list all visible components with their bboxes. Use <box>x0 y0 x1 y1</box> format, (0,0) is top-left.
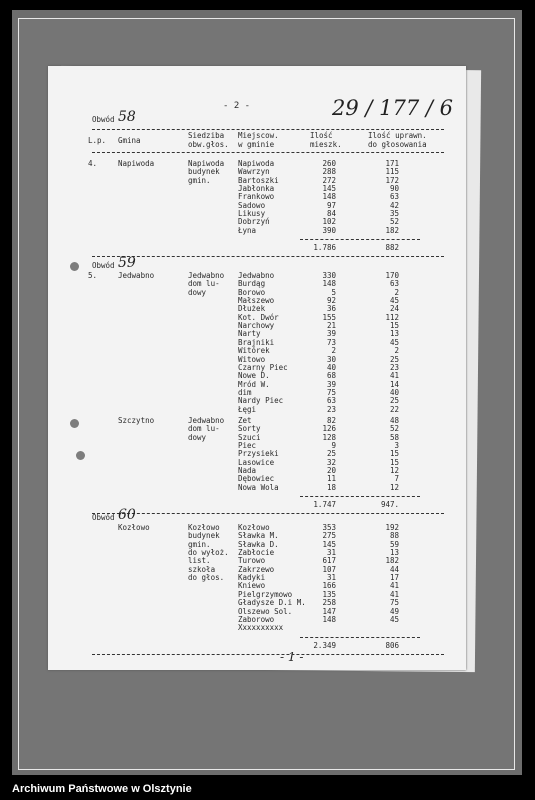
district-separator <box>92 654 444 655</box>
entry-seat-line: list. <box>188 556 211 566</box>
population-count: 135 <box>322 589 336 599</box>
district-number-handwritten: 60 <box>118 507 136 523</box>
place-name: Frankowo <box>238 192 275 202</box>
total-rule <box>300 637 420 638</box>
archive-caption-bar <box>0 778 535 800</box>
population-count: 21 <box>326 321 336 331</box>
entry-seat-line: Jedwabno <box>188 271 225 280</box>
place-name: Czarny Piec <box>238 362 288 372</box>
place-name: Lasowice <box>238 457 275 467</box>
district-total-voters: 806 <box>385 640 399 650</box>
punch-hole-icon <box>76 451 85 460</box>
district-total-voters: 882 <box>385 243 399 253</box>
district-total-population: 1.786 <box>313 243 336 253</box>
place-name: Brajniki <box>238 337 275 347</box>
place-name: Kot. Dwór <box>238 312 279 322</box>
population-count: 272 <box>322 175 336 185</box>
voters-count: 15 <box>389 321 399 331</box>
place-name: Nowe D. <box>238 371 270 381</box>
place-name: Łęgi <box>238 404 257 414</box>
district-total-voters: 947. <box>380 500 399 510</box>
place-name: Zaborowo <box>238 614 275 624</box>
place-name: Pielgrzymowo <box>238 589 293 599</box>
place-name: Sadowo <box>238 200 266 210</box>
population-count: 260 <box>322 159 336 168</box>
place-name: Dłużek <box>238 304 266 314</box>
place-name: Zakrzewo <box>238 564 275 574</box>
population-count: 84 <box>326 209 336 219</box>
district-separator <box>92 256 444 257</box>
population-count: 31 <box>326 548 336 558</box>
footer-mark: - 1 - <box>280 650 304 664</box>
entry-lp: 5. <box>88 271 98 280</box>
entry-gmina: Kozłowo <box>118 523 150 532</box>
population-count: 23 <box>326 404 336 414</box>
voters-count: 12 <box>389 482 399 492</box>
voters-count: 23 <box>389 362 399 372</box>
population-count: 73 <box>326 337 336 347</box>
voters-count: 52 <box>389 217 399 227</box>
place-name: Likusy <box>238 209 266 219</box>
header-rule-top <box>92 129 444 130</box>
voters-count: 171 <box>385 159 399 168</box>
entry-seat-line: dowy <box>188 432 207 442</box>
voters-count: 44 <box>389 564 399 574</box>
place-name: Przysieki <box>238 449 279 459</box>
entry-seat-line: dowy <box>188 287 207 297</box>
voters-count: 13 <box>389 548 399 558</box>
voters-count: 17 <box>389 573 399 583</box>
voters-count: 24 <box>389 304 399 314</box>
voters-count: 15 <box>389 457 399 467</box>
col-place-line: Miejscow. <box>238 131 279 140</box>
population-count: 68 <box>326 371 336 381</box>
place-name: Kozłowo <box>238 523 270 532</box>
voters-count: 58 <box>389 432 399 442</box>
place-name: Narchowy <box>238 321 275 331</box>
place-name: Nowa Wola <box>238 482 279 492</box>
voters-count: 112 <box>385 312 399 322</box>
population-count: 97 <box>326 200 336 210</box>
voters-count: 2 <box>394 346 399 356</box>
place-name: Kniewo <box>238 581 266 591</box>
voters-count: 12 <box>389 466 399 476</box>
population-count: 18 <box>326 482 336 492</box>
voters-count: 45 <box>389 296 399 306</box>
archive-caption: Archiwum Państwowe w Olsztynie <box>12 783 192 795</box>
voters-count: 7 <box>394 474 399 484</box>
place-name: Nada <box>238 466 257 476</box>
population-count: 155 <box>322 312 336 322</box>
population-count: 82 <box>326 415 336 425</box>
entry-seat-line: szkoła <box>188 564 216 574</box>
place-name: Dobrzyń <box>238 217 270 227</box>
voters-count: 52 <box>389 424 399 434</box>
population-count: 2 <box>331 346 336 356</box>
place-name: Wawrzyn <box>238 167 270 177</box>
place-name: Xxxxxxxxxx <box>238 623 284 633</box>
voters-count: 15 <box>389 449 399 459</box>
voters-count: 2 <box>394 287 399 297</box>
punch-hole-icon <box>70 419 79 428</box>
header-rule-bottom <box>92 152 444 153</box>
population-count: 36 <box>326 304 336 314</box>
col-vote-line: do głosowania <box>368 140 427 149</box>
place-name: Witowo <box>238 354 266 364</box>
entry-seat-line: gmin. <box>188 539 211 549</box>
population-count: 148 <box>322 192 336 202</box>
district-number-handwritten: 58 <box>118 109 136 125</box>
population-count: 258 <box>322 598 336 608</box>
voters-count: 59 <box>389 539 399 549</box>
population-count: 31 <box>326 573 336 583</box>
voters-count: 35 <box>389 209 399 219</box>
place-name: Zet <box>238 415 252 425</box>
voters-count: 182 <box>385 556 399 566</box>
district-label: Obwód <box>92 513 115 522</box>
voters-count: 182 <box>385 225 399 235</box>
place-name: Dębowiec <box>238 474 275 484</box>
place-name: Borowo <box>238 287 266 297</box>
voters-count: 192 <box>385 523 399 532</box>
voters-count: 170 <box>385 271 399 280</box>
population-count: 20 <box>326 466 336 476</box>
population-count: 11 <box>326 474 336 484</box>
col-seat-line: Siedziba <box>188 131 225 140</box>
entry-gmina: Szczytno <box>118 415 155 425</box>
district-separator <box>92 513 444 514</box>
place-name: dim <box>238 387 252 397</box>
entry-seat-line: Jedwabno <box>188 415 225 425</box>
place-name: Szuci <box>238 432 261 442</box>
punch-hole-icon <box>70 262 79 271</box>
population-count: 353 <box>322 523 336 532</box>
voters-count: 25 <box>389 396 399 406</box>
voters-count: 42 <box>389 200 399 210</box>
population-count: 390 <box>322 225 336 235</box>
population-count: 166 <box>322 581 336 591</box>
place-name: Zabłocie <box>238 548 275 558</box>
voters-count: 41 <box>389 371 399 381</box>
district-label: Obwód <box>92 115 115 124</box>
voters-count: 45 <box>389 614 399 624</box>
col-place-line: w gminie <box>238 140 275 149</box>
place-name: Piec <box>238 441 257 450</box>
place-name: Kadyki <box>238 573 266 583</box>
total-rule <box>300 496 420 497</box>
voters-count: 40 <box>389 387 399 397</box>
voters-count: 75 <box>389 598 399 608</box>
place-name: Mród W. <box>238 379 270 389</box>
entry-seat-line: gmin. <box>188 175 211 185</box>
entry-lp: 4. <box>88 159 98 168</box>
population-count: 92 <box>326 296 336 306</box>
col-lp: L.p. <box>88 136 107 145</box>
place-name: Olszewo Sol. <box>238 606 293 616</box>
place-name: Sorty <box>238 424 261 434</box>
voters-count: 48 <box>389 415 399 425</box>
voters-count: 88 <box>389 531 399 541</box>
population-count: 145 <box>322 184 336 194</box>
population-count: 617 <box>322 556 336 566</box>
population-count: 30 <box>326 354 336 364</box>
place-name: Bartoszki <box>238 175 279 185</box>
place-name: Witórek <box>238 346 270 356</box>
voters-count: 63 <box>389 279 399 289</box>
page-number: - 2 - <box>223 101 251 111</box>
entry-gmina: Napiwoda <box>118 159 155 168</box>
population-count: 39 <box>326 379 336 389</box>
population-count: 39 <box>326 329 336 339</box>
place-name: Napiwoda <box>238 159 275 168</box>
col-pop-line: mieszk. <box>310 140 342 149</box>
district-total-population: 1.747 <box>313 500 336 510</box>
entry-seat-line: budynek <box>188 167 220 177</box>
population-count: 32 <box>326 457 336 467</box>
entry-seat-line: Napiwoda <box>188 159 225 168</box>
entry-seat-line: do głos. <box>188 573 225 583</box>
place-name: Małszewo <box>238 296 275 306</box>
population-count: 40 <box>326 362 336 372</box>
voters-count: 45 <box>389 337 399 347</box>
population-count: 128 <box>322 432 336 442</box>
col-vote-line: Ilość uprawn. <box>368 131 427 140</box>
place-name: Sławka M. <box>238 531 279 541</box>
place-name: Jedwabno <box>238 271 275 280</box>
voters-count: 49 <box>389 606 399 616</box>
place-name: Narty <box>238 329 261 339</box>
place-name: Nardy Piec <box>238 396 284 406</box>
population-count: 147 <box>322 606 336 616</box>
district-label: Obwód <box>92 261 115 270</box>
entry-seat-line: dom lu- <box>188 424 220 434</box>
entry-seat-line: dom lu- <box>188 279 220 289</box>
voters-count: 22 <box>389 404 399 414</box>
population-count: 288 <box>322 167 336 177</box>
place-name: Turowo <box>238 556 266 566</box>
handwritten-reference: 29 / 177 / 6 <box>332 96 454 120</box>
place-name: Łyna <box>238 225 257 235</box>
voters-count: 41 <box>389 581 399 591</box>
population-count: 75 <box>326 387 336 397</box>
population-count: 145 <box>322 539 336 549</box>
entry-gmina: Jedwabno <box>118 271 155 280</box>
entry-seat-line: Kozłowo <box>188 523 220 532</box>
total-rule <box>300 239 420 240</box>
population-count: 25 <box>326 449 336 459</box>
voters-count: 13 <box>389 329 399 339</box>
voters-count: 63 <box>389 192 399 202</box>
population-count: 148 <box>322 614 336 624</box>
population-count: 275 <box>322 531 336 541</box>
place-name: Jabłonka <box>238 184 275 194</box>
district-number-handwritten: 59 <box>118 255 136 271</box>
voters-count: 25 <box>389 354 399 364</box>
voters-count: 90 <box>389 184 399 194</box>
col-pop-line: Ilość <box>310 131 333 140</box>
place-name: Sławka D. <box>238 539 279 549</box>
col-seat-line: obw.głos. <box>188 140 229 149</box>
district-total-population: 2.349 <box>313 640 336 650</box>
voters-count: 41 <box>389 589 399 599</box>
voters-count: 3 <box>394 441 399 450</box>
population-count: 107 <box>322 564 336 574</box>
population-count: 102 <box>322 217 336 227</box>
entry-seat-line: do wyłoż. <box>188 548 229 558</box>
entry-seat-line: budynek <box>188 531 220 541</box>
population-count: 9 <box>331 441 336 450</box>
col-gmina: Gmina <box>118 136 141 145</box>
population-count: 63 <box>326 396 336 406</box>
place-name: Burdąg <box>238 279 266 289</box>
place-name: Gładysze D.i M. <box>238 598 306 608</box>
population-count: 148 <box>322 279 336 289</box>
voters-count: 172 <box>385 175 399 185</box>
population-count: 5 <box>331 287 336 297</box>
voters-count: 14 <box>389 379 399 389</box>
population-count: 126 <box>322 424 336 434</box>
population-count: 330 <box>322 271 336 280</box>
voters-count: 115 <box>385 167 399 177</box>
document-page <box>48 66 466 670</box>
